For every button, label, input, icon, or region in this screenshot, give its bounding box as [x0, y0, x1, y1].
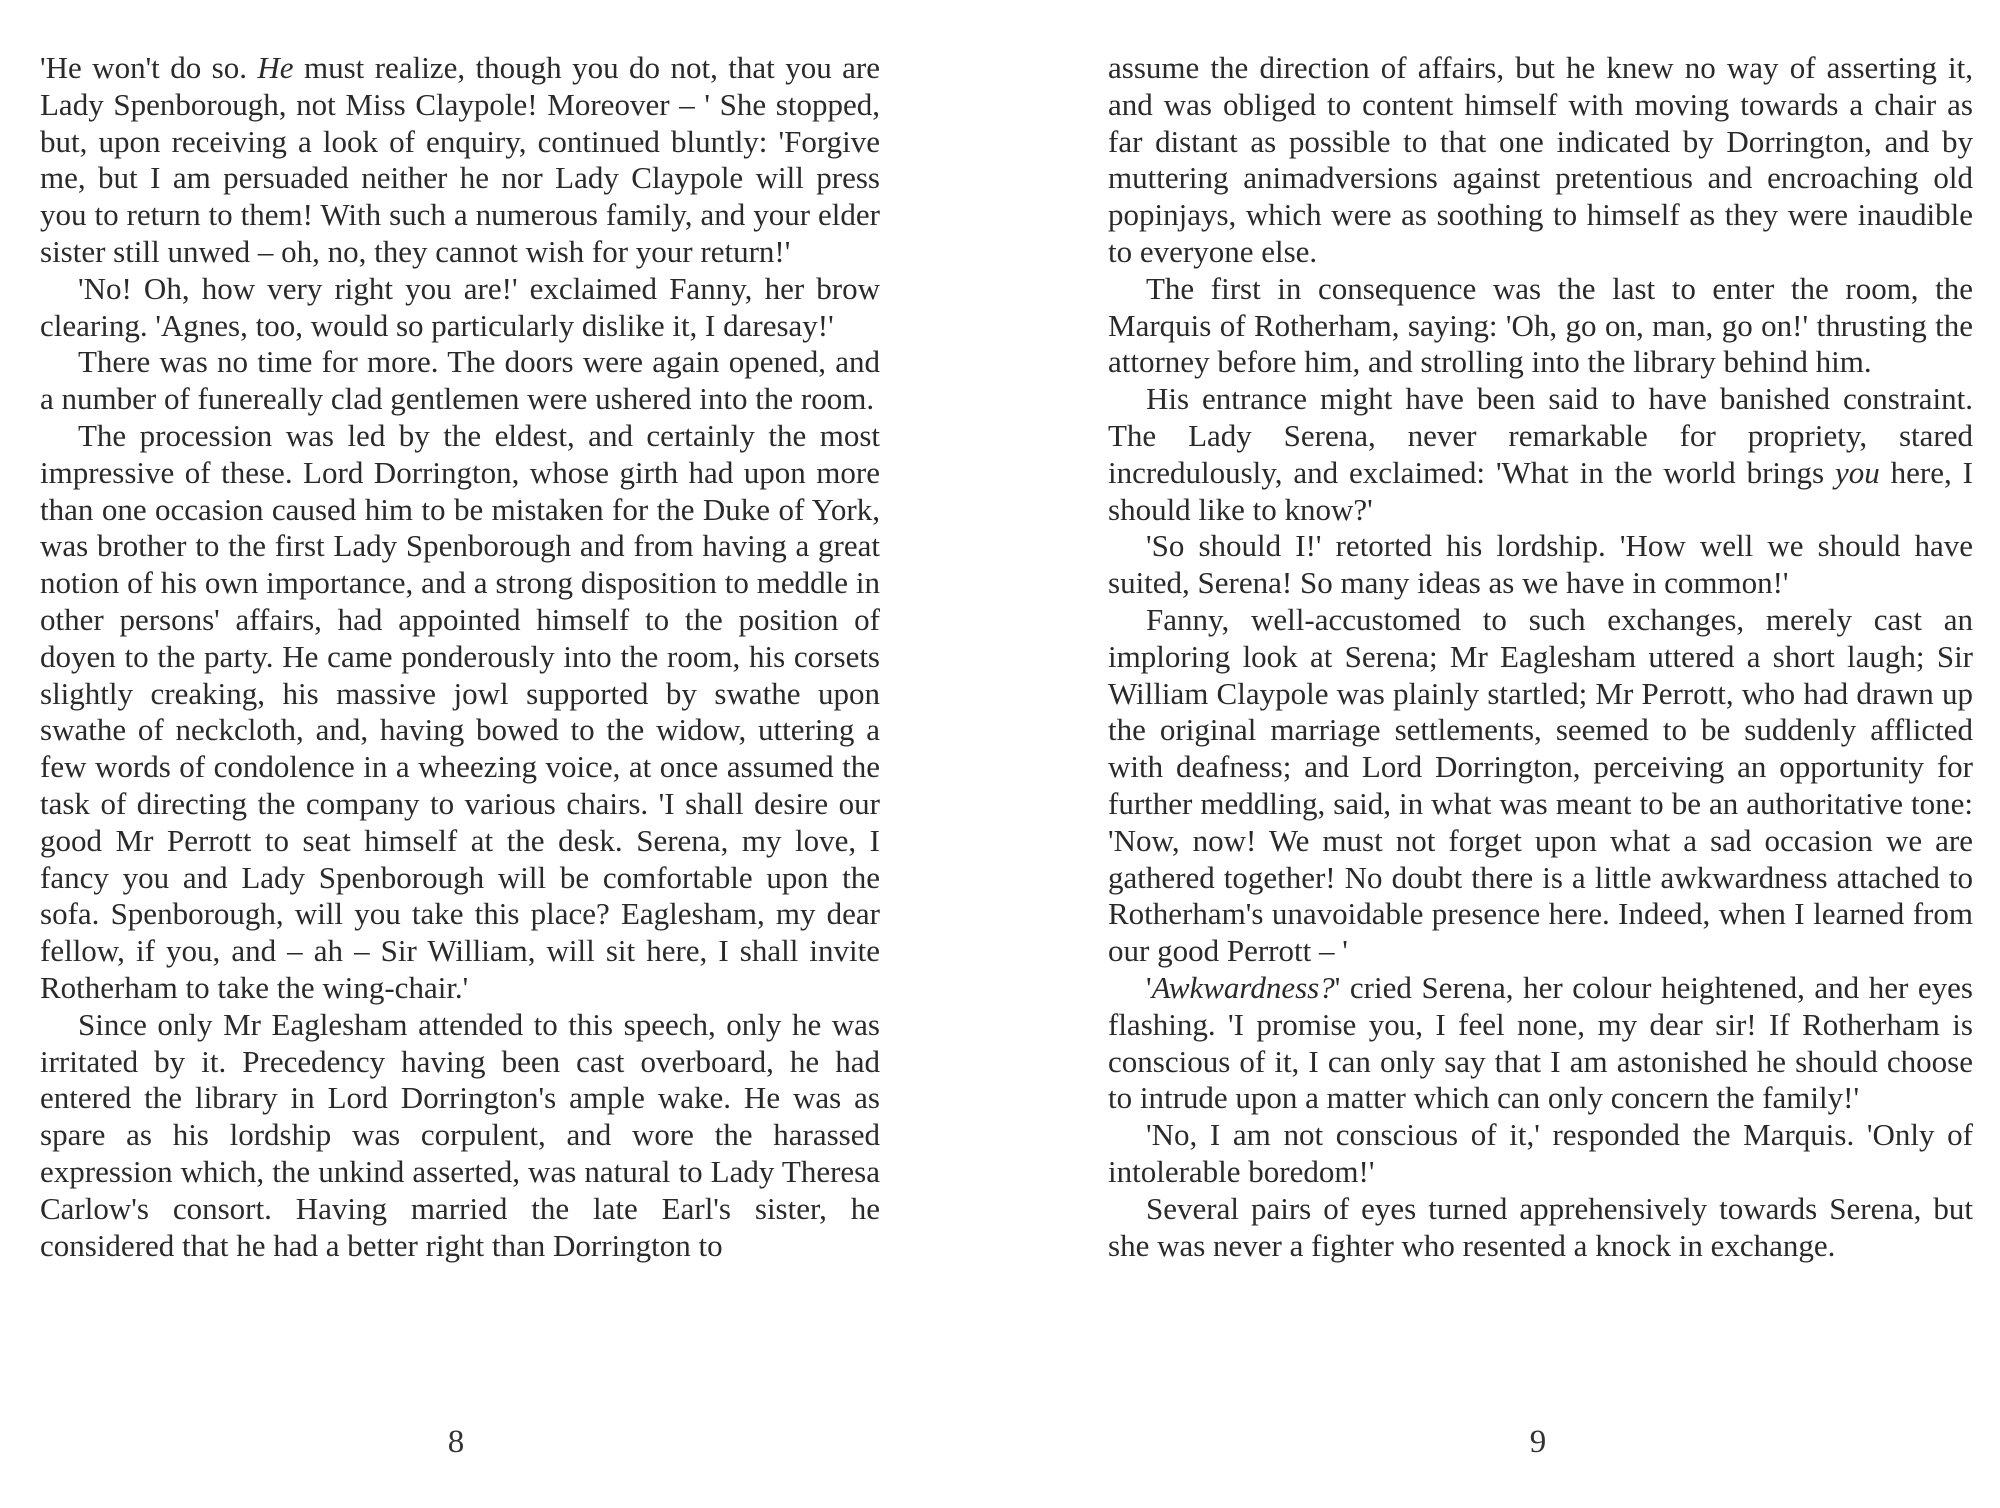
- paragraph: 'He won't do so. He must realize, though you do not, that you are Lady Spenborough, not Miss Claypole! Moreover – ' She stopped, but, upon receiving a look of enquiry, continued bluntly: 'Forgive me, but I am persuaded neither he nor Lady Claypole will press you to return to them! With such a numerous family, and your elder sister still unwed – oh, no, they cannot wish for your return!': [40, 50, 880, 269]
- paragraph: 'No! Oh, how very right you are!' exclaimed Fanny, her brow clearing. 'Agnes, too, would so particularly dislike it, I daresay!': [40, 270, 880, 343]
- paragraph: The first in consequence was the last to enter the room, the Marquis of Rotherham, saying: 'Oh, go on, man, go on!' thrusting the attorney before him, and strolling into the library behind him.: [1108, 270, 1973, 380]
- paragraph: There was no time for more. The doors were again opened, and a number of funereally clad gentlemen were ushered into the room.: [40, 344, 880, 417]
- paragraph: His entrance might have been said to have banished constraint. The Lady Serena, never remarkable for propriety, stared incredulously, and exclaimed: 'What in the world brings you here, I should like to know?': [1108, 381, 1973, 527]
- right-page: [1108, 50, 1973, 1264]
- left-page: [40, 50, 880, 1264]
- page-number: 8: [447, 1424, 465, 1460]
- paragraph: 'No, I am not conscious of it,' responded the Marquis. 'Only of intolerable boredom!': [1108, 1117, 1973, 1189]
- paragraph: Several pairs of eyes turned apprehensively towards Serena, but she was never a fighter who resented a knock in exchange.: [1108, 1190, 1973, 1263]
- page-number: 9: [1529, 1424, 1547, 1460]
- paragraph: Since only Mr Eaglesham attended to this speech, only he was irritated by it. Precedency having been cast overboard, he had entered the library in Lord Dorrington's ample wake. He was as spare as his lordship was corpulent, and wore the harassed expression which, the unkind asserted, was natural to Lady Theresa Carlow's consort. Having married the late Earl's sister, he considered that he had a better right than Dorrington to: [40, 1006, 880, 1263]
- paragraph: The procession was led by the eldest, and certainly the most impressive of these. Lord Dorrington, whose girth had upon more than one occasion caused him to be mistaken for the Duke of York, was brother to the first Lady Spenborough and from having a great notion of his own importance, and a strong disposition to meddle in other persons' affairs, had appointed himself to the position of doyen to the party. He came ponderously into the room, his corsets slightly creaking, his massive jowl supported by swathe upon swathe of neckcloth, and, having bowed to the widow, uttering a few words of condolence in a wheezing voice, at once assumed the task of directing the company to various chairs. 'I shall desire our good Mr Perrott to seat himself at the desk. Serena, my love, I fancy you and Lady Spenborough will be comfortable upon the sofa. Spenborough, will you take this place? Eaglesham, my dear fellow, if you, and – ah – Sir William, will sit here, I shall invite Rotherham to take the wing-chair.': [40, 417, 880, 1005]
- paragraph: 'Awkwardness?' cried Serena, her colour heightened, and her eyes flashing. 'I promise you, I feel none, my dear sir! If Rotherham is conscious of it, I can only say that I am astonished he should choose to intrude upon a matter which can only concern the family!': [1108, 969, 1973, 1116]
- paragraph: 'So should I!' retorted his lordship. 'How well we should have suited, Serena! So many ideas as we have in common!': [1108, 528, 1973, 601]
- paragraph: Fanny, well-accustomed to such exchanges, merely cast an imploring look at Serena; Mr Eaglesham uttered a short laugh; Sir William Claypole was plainly startled; Mr Perrott, who had drawn up the original marriage settlements, seemed to be suddenly afflicted with deafness; and Lord Dorrington, perceiving an opportunity for further meddling, said, in what was meant to be an authoritative tone: 'Now, now! We must not forget upon what a sad occasion we are gathered together! No doubt there is a little awkwardness attached to Rotherham's unavoidable presence here. Indeed, when I learned from our good Perrott – ': [1108, 601, 1973, 969]
- paragraph: assume the direction of affairs, but he knew no way of asserting it, and was obliged to content himself with moving towards a chair as far distant as possible to that one indicated by Dorrington, and by muttering animadversions against pretentious and encroaching old popinjays, which were as soothing to himself as they were inaudible to everyone else.: [1108, 50, 1973, 269]
